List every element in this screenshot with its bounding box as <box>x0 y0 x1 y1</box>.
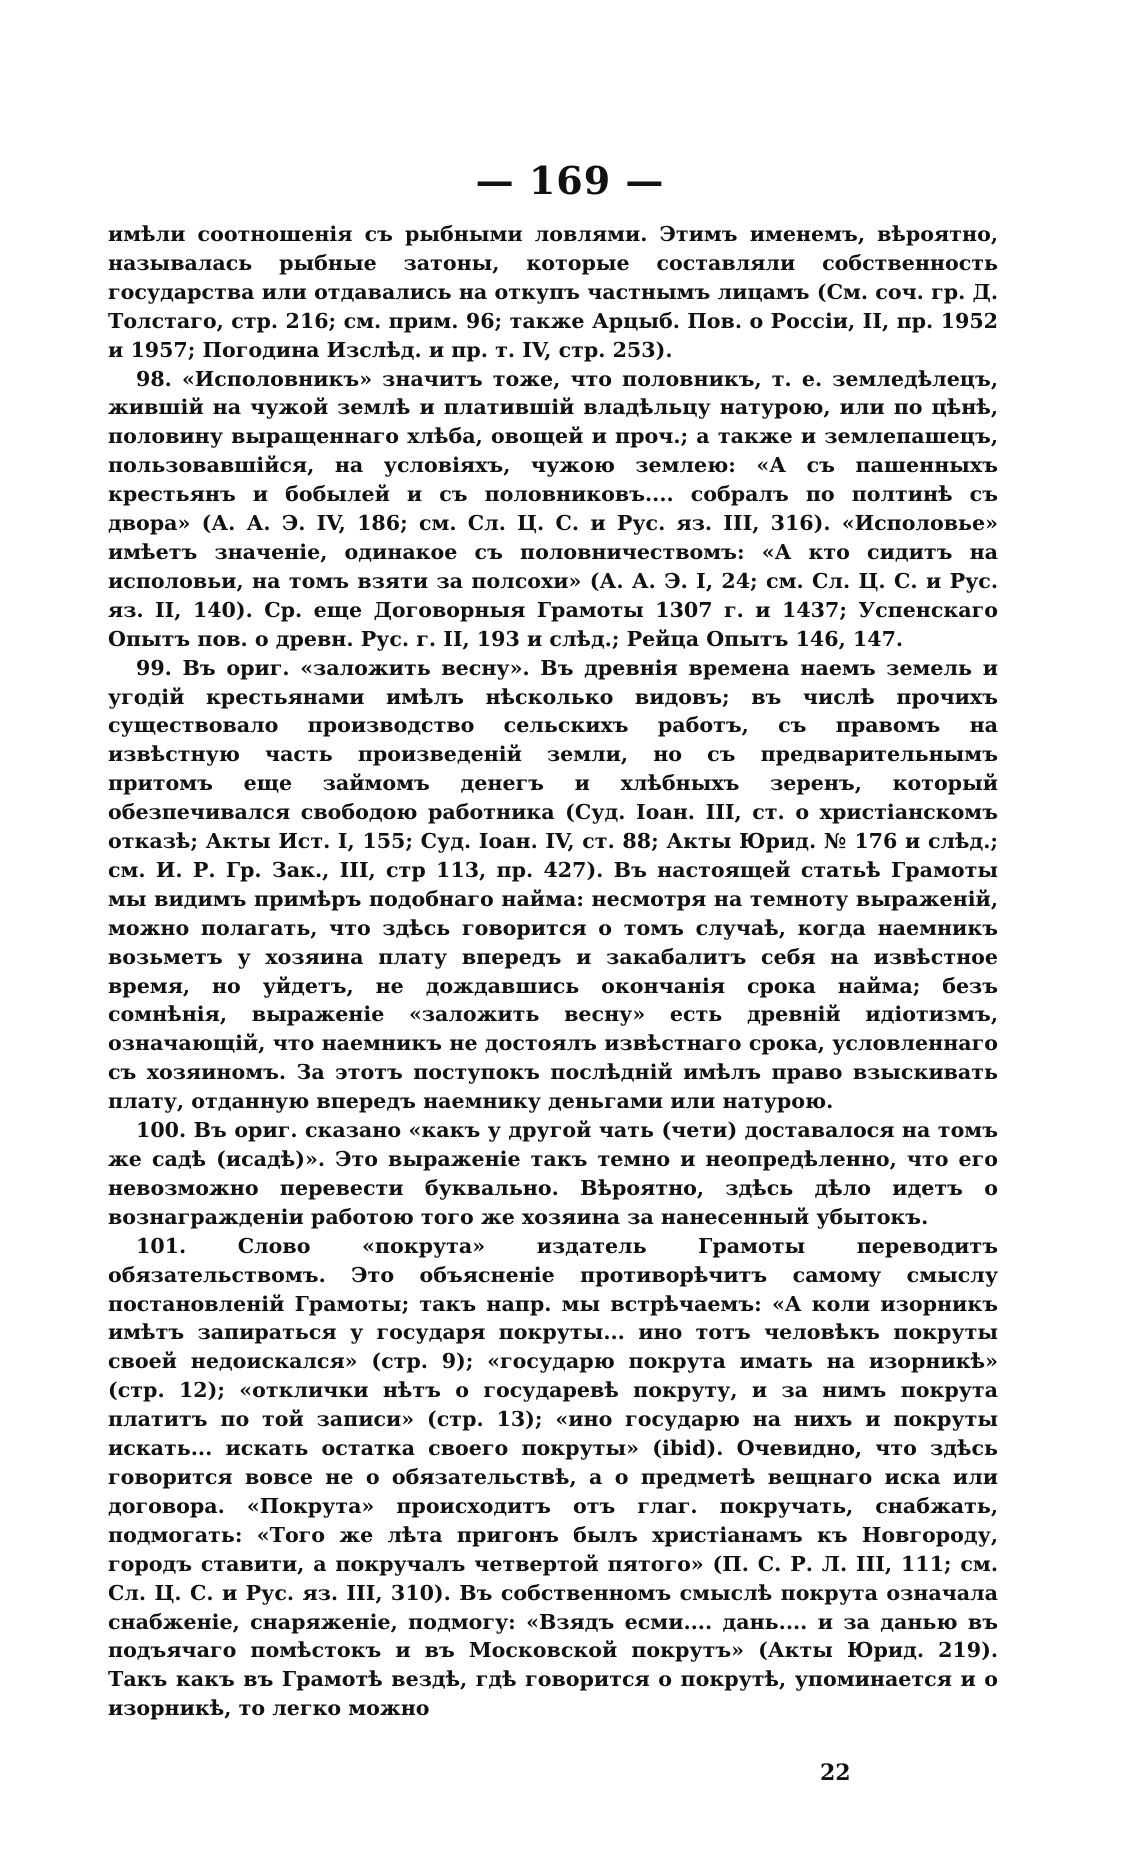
note-98: 98. «Исполовникъ» значитъ тоже, что половникъ, т. е. земледѣлецъ, жившій на чужой землѣ и платившій владѣльцу натурою, или по цѣнѣ, половину выращеннаго хлѣба, овощей и проч.; а также и землепашецъ, пользовавшійся, на условіяхъ, чужою землею: «А съ пашенныхъ крестьянъ и бобылей и съ половниковъ.... собралъ по полтинѣ съ двора» (А. А. Э. IV, 186; см. Сл. Ц. С. и Рус. яз. III, 316). «Исполовье» имѣетъ значеніе, одинакое съ половничествомъ: «А кто сидитъ на исполовьи, на томъ взяти за полсохи» (А. А. Э. I, 24; см. Сл. Ц. С. и Рус. яз. II, 140). Ср. еще Договорныя Грамоты 1307 г. и 1437; Успенскаго Опытъ пов. о древн. Рус. г. II, 193 и слѣд.; Рейца Опытъ 146, 147. <box>108 366 998 651</box>
signature-mark: 22 <box>820 1760 851 1786</box>
note-101: 101. Слово «покрута» издатель Грамоты переводитъ обязательствомъ. Это объясненіе противорѣчитъ самому смыслу постановленій Грамоты; такъ напр. мы встрѣчаемъ: «А коли изорникъ имѣтъ запираться у государя покруты... ино тотъ человѣкъ покруты своей недоискался» (стр. 9); «государю покрута имать на изорникѣ» (стр. 12); «отклички нѣтъ о государевѣ покруту, и за нимъ покрута платитъ по той записи» (стр. 13); «ино государю на нихъ и покруты искать... искать остатка своего покруты» (ibid). Очевидно, что здѣсь говорится вовсе не о обязательствѣ, а о предметѣ вещнаго иска или договора. «Покрута» происходитъ отъ глаг. покручать, снабжать, подмогать: «Того же лѣта пригонъ былъ христіанамъ къ Новгороду, городъ ставити, а покручалъ четвертой пятого» (П. С. Р. Л. III, 111; см. Сл. Ц. С. и Рус. яз. III, 310). Въ собственномъ смыслѣ покрута означала снабженіе, снаряженіе, подмогу: «Взядъ есми.... дань.... и за данью въ подъячаго помѣстокъ и въ Московской покрутъ» (Акты Юрид. 219). Такъ какъ въ Грамотѣ вездѣ, гдѣ говорится о покрутѣ, упоминается и о изорникѣ, то легко можно <box>108 1233 998 1721</box>
page-text <box>108 220 998 1723</box>
page-number: — 169 — <box>475 158 665 203</box>
paragraph-continuation: имѣли соотношенія съ рыбными ловлями. Этимъ именемъ, вѣроятно, называлась рыбные затоны, которые составляли собственность государства или отдавались на откупъ частнымъ лицамъ (См. соч. гр. Д. Толстаго, стр. 216; см. прим. 96; также Арцыб. Пов. о Россіи, II, пр. 1952 и 1957; Погодина Изслѣд. и пр. т. IV, стр. 253). <box>108 222 998 362</box>
note-100: 100. Въ ориг. сказано «какъ у другой чать (чети) доставалося на томъ же садѣ (исадѣ)». Это выраженіе такъ темно и неопредѣленно, что его невозможно перевести буквально. Вѣроятно, здѣсь дѣло идетъ о вознагражденіи работою того же хозяина за нанесенный убытокъ. <box>108 1118 998 1229</box>
note-99: 99. Въ ориг. «заложить весну». Въ древнія времена наемъ земель и угодій крестьянами имѣлъ нѣсколько видовъ; въ числѣ прочихъ существовало производство сельскихъ работъ, съ правомъ на извѣстную часть произведеній земли, но съ предварительнымъ притомъ еще займомъ денегъ и хлѣбныхъ зеренъ, который обезпечивался свободою работника (Суд. Іоан. III, ст. о христіанскомъ отказѣ; Акты Ист. I, 155; Суд. Іоан. IV, ст. 88; Акты Юрид. № 176 и слѣд.; см. И. Р. Гр. Зак., III, стр 113, пр. 427). Въ настоящей статьѣ Грамоты мы видимъ примѣръ подобнаго найма: несмотря на темноту выраженій, можно полагать, что здѣсь говорится о томъ случаѣ, когда наемникъ возьметъ у хозяина плату впередъ и закабалитъ себя на извѣстное время, но уйдетъ, не дождавшись окончанія срока найма; безъ сомнѣнія, выраженіе «заложить весну» есть древній идіотизмъ, означающій, что наемникъ не достоялъ извѣстнаго срока, условленнаго съ хозяиномъ. За этотъ поступокъ послѣдній имѣлъ право взыскивать плату, отданную впередъ наемнику деньгами или натурою. <box>108 655 998 1114</box>
